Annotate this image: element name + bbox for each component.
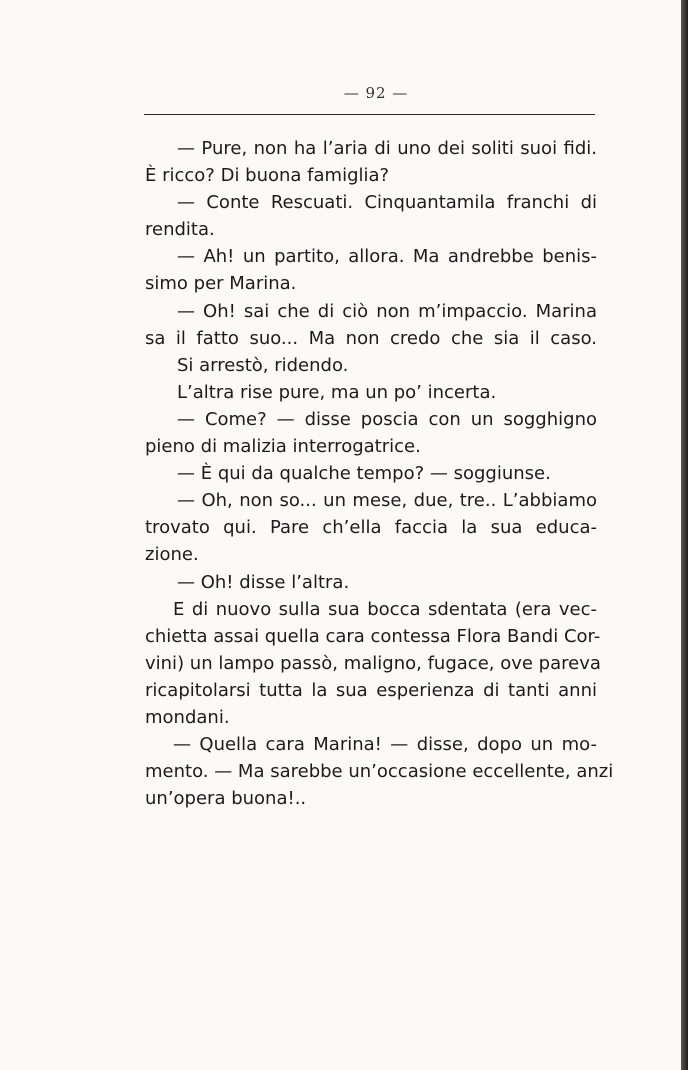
text-line: un’opera buona!..: [145, 788, 307, 810]
text-line: sa il fatto suo... Ma non credo che sia il caso.: [145, 327, 597, 349]
page-number: — 92 —: [343, 84, 409, 102]
body-text: [145, 135, 614, 812]
text-line: trovato qui. Pare ch’ella faccia la sua educa-: [145, 517, 597, 539]
text-line: — Oh! sai che di ciò non m’impaccio. Marina: [177, 300, 597, 322]
text-line: simo per Marina.: [145, 273, 297, 295]
text-line: Si arrestò, ridendo.: [177, 354, 349, 376]
text-line: mento. — Ma sarebbe un’occasione eccellente, anzi: [145, 761, 614, 783]
text-line: vini) un lampo passò, maligno, fugace, ove pareva: [145, 652, 601, 674]
header-rule: [144, 114, 595, 115]
text-line: E di nuovo sulla sua bocca sdentata (era vec-: [173, 598, 597, 620]
book-spine-edge: [681, 0, 688, 1070]
text-line: — Oh, non so... un mese, due, tre.. L’abbiamo: [177, 490, 597, 512]
text-line: L’altra rise pure, ma un po’ incerta.: [177, 381, 497, 403]
text-line: — Come? — disse poscia con un sogghigno: [177, 408, 597, 430]
text-line: — Conte Rescuati. Cinquantamila franchi di: [177, 192, 597, 214]
text-line: — Ah! un partito, allora. Ma andrebbe benis-: [177, 246, 597, 268]
text-line: — Pure, non ha l’aria di uno dei soliti suoi fidi.: [177, 138, 597, 159]
text-line: È ricco? Di buona famiglia?: [145, 165, 390, 187]
text-line: zione.: [145, 544, 199, 566]
text-line: pieno di malizia interrogatrice.: [145, 436, 421, 458]
text-line: chietta assai quella cara contessa Flora Bandi Cor-: [145, 625, 601, 647]
text-line: ricapitolarsi tutta la sua esperienza di tanti anni: [145, 679, 597, 701]
text-line: rendita.: [145, 219, 215, 241]
text-line: — È qui da qualche tempo? — soggiunse.: [177, 463, 551, 485]
text-line: mondani.: [145, 706, 230, 728]
text-line: — Quella cara Marina! — disse, dopo un mo-: [173, 734, 597, 756]
text-line: — Oh! disse l’altra.: [177, 571, 350, 593]
